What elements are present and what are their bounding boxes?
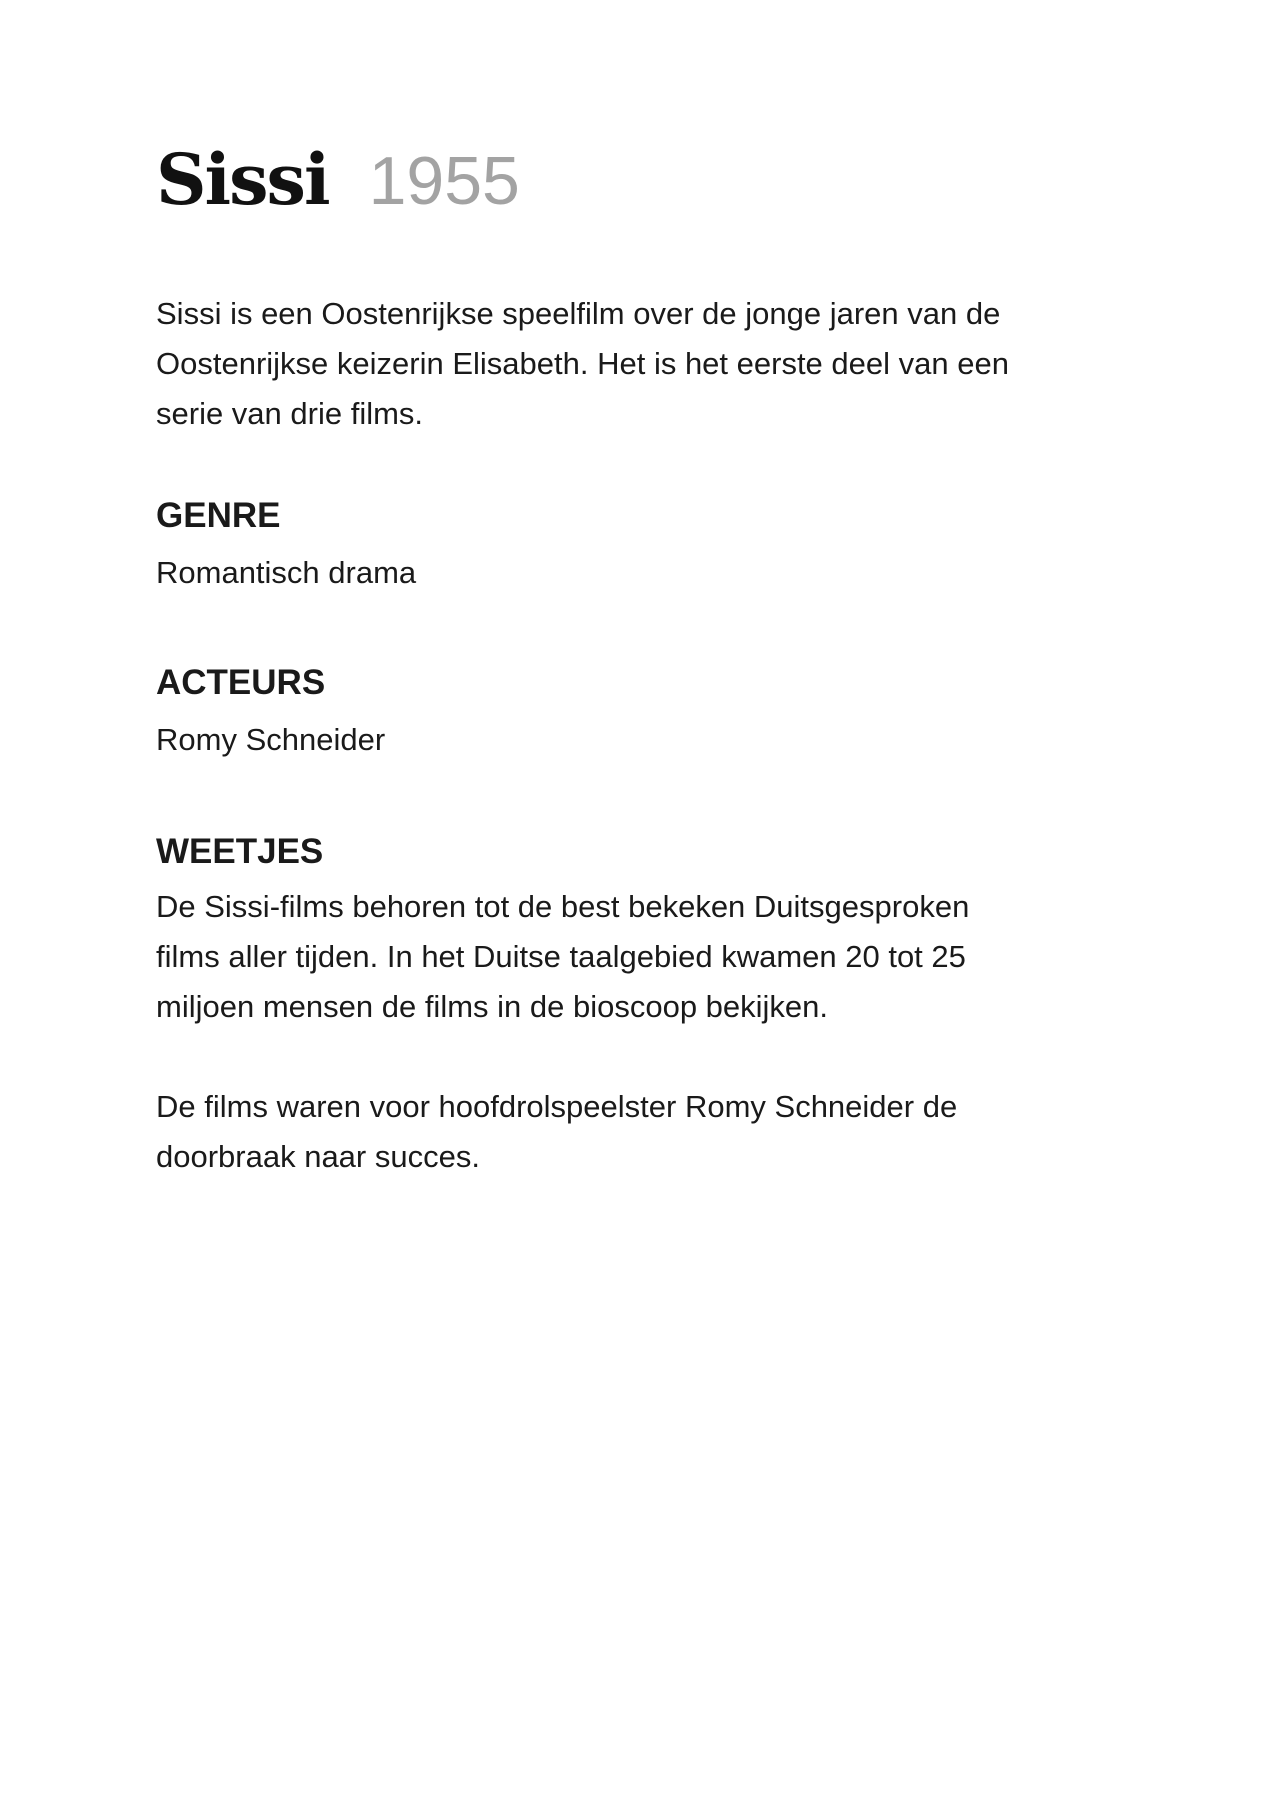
intro-line: Sissi is een Oostenrijkse speelfilm over de jonge jaren van de [156,296,1001,331]
weetjes-line: miljoen mensen de films in de bioscoop bekijken. [156,989,829,1024]
weetjes-section [156,830,1156,1182]
weetjes-paragraph-2 [156,1082,1156,1182]
weetjes-line: films aller tijden. In het Duitse taalgebied kwamen 20 tot 25 [156,939,966,974]
genre-heading: GENRE [156,496,281,535]
release-year: 1955 [368,143,520,219]
intro-line: serie van drie films. [156,396,424,431]
weetjes-paragraph-1 [156,882,1156,1032]
weetjes-heading: WEETJES [156,832,324,871]
weetjes-line: De Sissi-films behoren tot de best bekeken Duitsgesproken [156,889,970,924]
weetjes-line: doorbraak naar succes. [156,1139,480,1174]
acteurs-heading: ACTEURS [156,663,326,702]
genre-section [156,494,1156,598]
title-row [156,138,520,221]
acteurs-value: Romy Schneider [156,722,386,757]
page-title: Sissi [156,138,329,221]
intro-paragraph [156,289,1156,439]
intro-line: Oostenrijkse keizerin Elisabeth. Het is het eerste deel van een [156,346,1009,381]
weetjes-line: De films waren voor hoofdrolspeelster Romy Schneider de [156,1089,958,1124]
genre-value: Romantisch drama [156,555,417,590]
acteurs-section [156,661,1156,765]
